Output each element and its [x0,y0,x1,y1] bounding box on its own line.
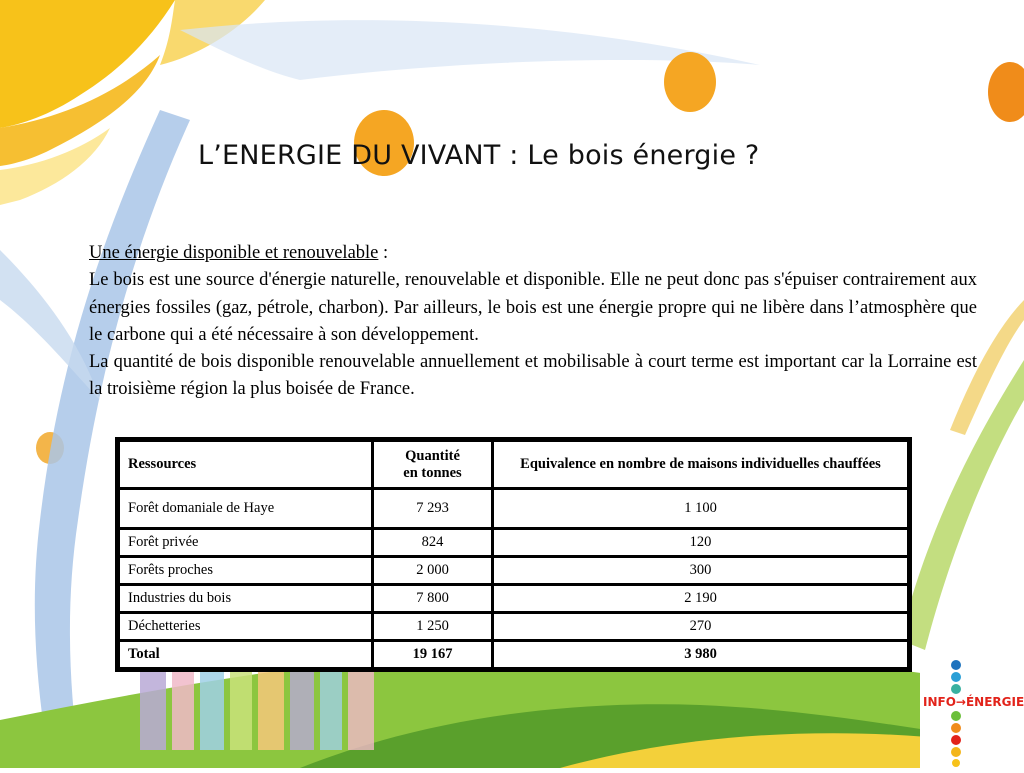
logo-text [923,695,1024,709]
info-energie-logo [920,658,1024,768]
header-quantite-line2: en tonnes [403,464,462,481]
header-quantite [373,440,493,489]
table-total-row [118,641,910,670]
cell-ressource: Forêt privée [118,529,373,557]
cell-ressource: Déchetteries [118,613,373,641]
logo-info: INFO [923,695,956,709]
header-ressources: Ressources [118,440,373,489]
header-quantite-line1: Quantité [405,447,460,464]
cell-equivalence: 1 100 [493,489,910,529]
cell-ressource: Forêt domaniale de Haye [118,489,373,529]
section-content [89,240,977,404]
paragraph-1: Le bois est une source d'énergie naturelle, renouvelable et disponible. Elle ne peut donc pas s'épuiser contrairement aux énergies fossiles (gaz, pétrole, charbon). Par ailleurs, le bois est une énergie propre qui ne libère dans l’atmosphère que le carbone qui a été nécessaire à son développement. [89,270,977,345]
table-row [118,489,910,529]
resources-table [115,437,912,672]
section-heading-suffix: : [378,243,389,263]
section-heading-line [89,240,977,267]
cell-quantite: 7 293 [373,489,493,529]
table-row [118,613,910,641]
logo-energie: ÉNERGIE [965,695,1024,709]
table-row [118,585,910,613]
orange-blob [664,52,716,112]
logo-dots [920,658,1024,768]
cell-quantite: 2 000 [373,557,493,585]
orange-blob [988,62,1024,122]
section-heading: Une énergie disponible et renouvelable [89,243,379,263]
paragraph-2: La quantité de bois disponible renouvelable annuellement et mobilisable à court terme est important car la Lorraine est la troisième région la plus boisée de France. [89,352,977,400]
cell-equivalence: 300 [493,557,910,585]
cell-equivalence: 2 190 [493,585,910,613]
page-title: L’ENERGIE DU VIVANT : Le bois énergie ? [198,140,760,171]
logo-arrow-icon: → [955,695,966,709]
cell-equivalence: 120 [493,529,910,557]
cell-quantite: 1 250 [373,613,493,641]
cell-total-label: Total [118,641,373,670]
cell-quantite: 824 [373,529,493,557]
cell-ressource: Industries du bois [118,585,373,613]
cell-total-quantite: 19 167 [373,641,493,670]
table-row [118,529,910,557]
cell-total-equivalence: 3 980 [493,641,910,670]
table-header-row [118,440,910,489]
cell-quantite: 7 800 [373,585,493,613]
table-row [118,557,910,585]
cell-ressource: Forêts proches [118,557,373,585]
header-equivalence: Equivalence en nombre de maisons individuelles chauffées [493,440,910,489]
cell-equivalence: 270 [493,613,910,641]
